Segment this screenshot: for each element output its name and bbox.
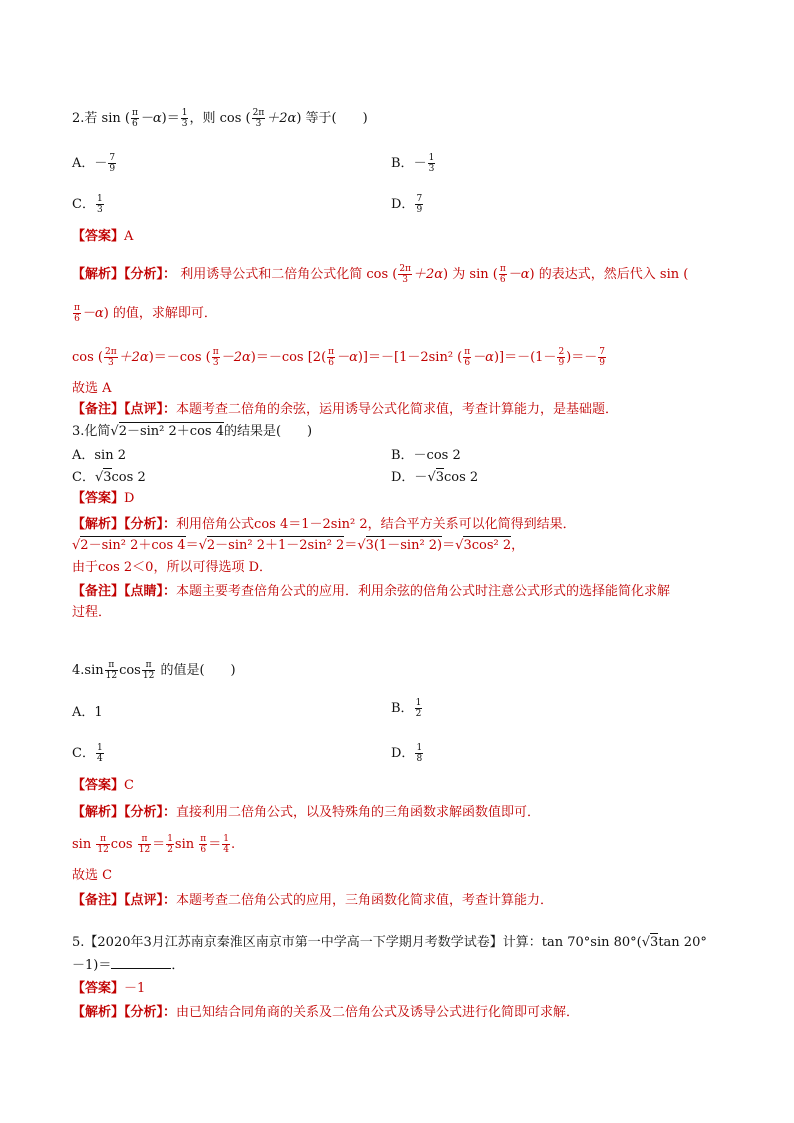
q2-suffix: 等于( ) bbox=[305, 111, 368, 126]
q4-derivation: sin $\frac{\pi}{12}$ cos $\frac{\pi}{12}$ ＝ $\frac{1}{2}$ sin $\frac{\pi}{6}$ ＝ $\frac{1}{4}$ . bbox=[72, 834, 236, 855]
q2-prefix: 2.若 bbox=[72, 111, 98, 126]
q3-derivation-2: 由于cos 2＜0，所以可得选项 D． bbox=[72, 560, 273, 575]
q2-conclusion: 故选 A bbox=[72, 381, 112, 396]
q4-option-a: A．1 bbox=[72, 705, 103, 720]
q2-option-d: D． $\frac{7}{9}$ bbox=[391, 194, 423, 215]
q3-option-d: D．－√3cos 2 bbox=[391, 470, 479, 485]
q2-answer: 【答案】A bbox=[72, 229, 134, 244]
q4-analysis: 【解析】【分析】：直接利用二倍角公式，以及特殊角的三角函数求解函数值即可． bbox=[72, 805, 541, 820]
q2-derivation: cos ( $\frac{2\pi}{3}$ ＋2α)＝－cos ( $\frac{\pi}{3}$ －2α)＝－cos [2( $\frac{\pi}{6}$ －α)]＝－[1－2sin² ( $\frac{\pi}{6}$ －α)]＝－(1－ $\frac{2}{9}$ )＝－ $\frac{7}{9}$ bbox=[72, 347, 605, 368]
q5-answer: 【答案】－1 bbox=[72, 981, 146, 996]
q4-stem: 4.sin $\frac{\pi}{12}$ cos $\frac{\pi}{12}$ 的值是( ) bbox=[72, 660, 236, 681]
q3-option-a: A．sin 2 bbox=[72, 448, 126, 463]
q4-option-c: C． $\frac{1}{4}$ bbox=[72, 743, 103, 764]
q5-stem-cont: －1)＝ ． bbox=[72, 958, 185, 973]
q5-answer-blank bbox=[111, 956, 171, 969]
q3-option-c: C．√3cos 2 bbox=[72, 470, 146, 485]
q2-mid: ，则 bbox=[189, 111, 216, 126]
q3-stem: 3.化简√2－sin² 2＋cos 4的结果是( ) bbox=[72, 424, 313, 439]
q2-analysis: 【解析】【分析】： 利用诱导公式和二倍角公式化简 cos ( $\frac{2\pi}{3}$ ＋2α) 为 sin ( $\frac{\pi}{6}$ －α) 的表达式，然后代入 sin ( bbox=[72, 264, 689, 285]
q3-remark: 【备注】【点睛】：本题主要考查倍角公式的应用．利用余弦的倍角公式时注意公式形式的选择能简化求解 bbox=[72, 584, 671, 599]
q5-analysis: 【解析】【分析】：由已知结合同角商的关系及二倍角公式及诱导公式进行化简即可求解． bbox=[72, 1005, 580, 1020]
q2-option-c: C． $\frac{1}{3}$ bbox=[72, 194, 103, 215]
q3-remark-cont: 过程． bbox=[72, 605, 112, 620]
q4-option-b: B． $\frac{1}{2}$ bbox=[391, 698, 422, 719]
q3-analysis: 【解析】【分析】：利用倍角公式cos 4＝1－2sin² 2，结合平方关系可以化简得到结果． bbox=[72, 517, 576, 532]
q2-remark: 【备注】【点评】：本题考查二倍角的余弦，运用诱导公式化简求值，考查计算能力，是基础题． bbox=[72, 402, 619, 417]
q4-remark: 【备注】【点评】：本题考查二倍角公式的应用，三角函数化简求值，考查计算能力． bbox=[72, 893, 554, 908]
q2-option-a: A．－ $\frac{7}{9}$ bbox=[72, 153, 116, 174]
q3-option-b: B．－cos 2 bbox=[391, 448, 461, 463]
q5-stem: 5.【2020年3月江苏南京秦淮区南京市第一中学高一下学期月考数学试卷】计算：tan 70°sin 80°(√3tan 20° bbox=[72, 935, 707, 950]
q2-stem: 2.若 sin ( $\frac{\pi}{6}$ －α)＝ $\frac{1}{3}$ ，则 cos ( $\frac{2\pi}{3}$ ＋2α) 等于( ) bbox=[72, 108, 368, 129]
q4-answer: 【答案】C bbox=[72, 778, 134, 793]
q2-option-b: B．－ $\frac{1}{3}$ bbox=[391, 153, 435, 174]
q2-analysis-cont: $\frac{\pi}{6}$ －α) 的值，求解即可． bbox=[74, 303, 217, 324]
q4-option-d: D． $\frac{1}{8}$ bbox=[391, 743, 423, 764]
q3-derivation: √2－sin² 2＋cos 4＝√2－sin² 2＋1－2sin² 2＝√3(1－sin² 2)＝√3cos² 2， bbox=[72, 538, 525, 553]
q3-answer: 【答案】D bbox=[72, 491, 135, 506]
q4-conclusion: 故选 C bbox=[72, 868, 113, 883]
